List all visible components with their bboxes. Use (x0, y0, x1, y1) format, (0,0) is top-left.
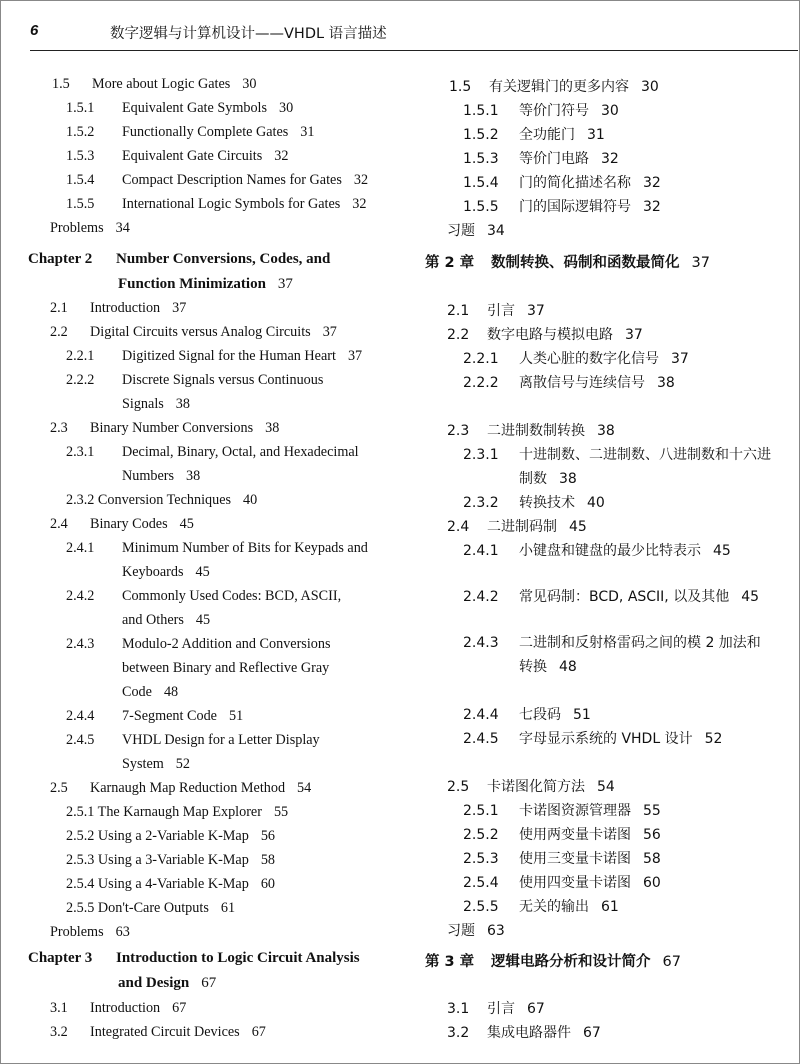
toc-entry-2-4-5-cont: System 52 (122, 756, 190, 772)
toc-entry-2-2-1: 2.2.1 Digitized Signal for the Human Heart 37 (66, 348, 363, 364)
toc-chapter-3-cont: and Design 67 (118, 975, 217, 991)
toc-entry-2-3: 2.3 Binary Number Conversions 38 (50, 420, 280, 436)
toc-cn-entry-2-4-3: 2.4.3 二进制和反射格雷码之间的模 2 加法和 (463, 635, 761, 651)
toc-cn-entry-2-4-4: 2.4.4 七段码 51 (463, 707, 591, 723)
toc-entry-2-4-4: 2.4.4 7-Segment Code 51 (66, 708, 244, 724)
toc-entry-3-2: 3.2 Integrated Circuit Devices 67 (50, 1024, 266, 1040)
toc-cn-entry-2-5: 2.5 卡诺图化简方法 54 (447, 779, 615, 795)
toc-entry-1-5-2: 1.5.2 Functionally Complete Gates 31 (66, 124, 315, 140)
toc-cn-entry-1-5-5: 1.5.5 门的国际逻辑符号 32 (463, 199, 661, 215)
toc-cn-entry-3-2: 3.2 集成电路器件 67 (447, 1025, 601, 1041)
toc-entry-2-4-2-cont: and Others 45 (122, 612, 211, 628)
toc-entry-1-5-1: 1.5.1 Equivalent Gate Symbols 30 (66, 100, 294, 116)
toc-cn-entry-2-5-3: 2.5.3 使用三变量卡诺图 58 (463, 851, 661, 867)
toc-entry-2-5-1: 2.5.1 The Karnaugh Map Explorer 55 (66, 804, 289, 820)
toc-entry-3-1: 3.1 Introduction 67 (50, 1000, 187, 1016)
toc-cn-entry-2-4-5: 2.4.5 字母显示系统的 VHDL 设计 52 (463, 731, 723, 747)
toc-entry-2-3-1: 2.3.1 Decimal, Binary, Octal, and Hexadecimal (66, 444, 359, 460)
toc-cn-entry-2-4-1: 2.4.1 小键盘和键盘的最少比特表示 45 (463, 543, 731, 559)
toc-chapter-2-cont: Function Minimization 37 (118, 276, 293, 292)
toc-cn-entry-problems-ch2: 习题 63 (447, 923, 505, 939)
toc-chapter-2: Chapter 2 Number Conversions, Codes, and (28, 251, 331, 267)
toc-entry-1-5-4: 1.5.4 Compact Description Names for Gates 32 (66, 172, 369, 188)
toc-entry-2-4-3-cont2: Code 48 (122, 684, 179, 700)
toc-cn-entry-2-4: 2.4 二进制码制 45 (447, 519, 587, 535)
toc-entry-2-3-2: 2.3.2 Conversion Techniques 40 (66, 492, 258, 508)
toc-cn-chapter-3: 第 3 章 逻辑电路分析和设计简介 67 (425, 954, 681, 970)
toc-cn-entry-1-5: 1.5 有关逻辑门的更多内容 30 (449, 79, 659, 95)
toc-entry-2-2-2: 2.2.2 Discrete Signals versus Continuous (66, 372, 324, 388)
page-number: 6 (30, 22, 39, 39)
toc-entry-2-1: 2.1 Introduction 37 (50, 300, 187, 316)
toc-entry-2-4-3-cont: between Binary and Reflective Gray (122, 660, 330, 676)
toc-cn-entry-2-5-2: 2.5.2 使用两变量卡诺图 56 (463, 827, 661, 843)
toc-cn-entry-2-3-1-cont: 制数 38 (519, 471, 577, 487)
toc-entry-2-5-3: 2.5.3 Using a 3-Variable K-Map 58 (66, 852, 276, 868)
toc-cn-entry-2-2-2: 2.2.2 离散信号与连续信号 38 (463, 375, 675, 391)
toc-cn-entry-2-3: 2.3 二进制数制转换 38 (447, 423, 615, 439)
book-title: 数字逻辑与计算机设计——VHDL 语言描述 (110, 26, 387, 42)
toc-entry-2-5-4: 2.5.4 Using a 4-Variable K-Map 60 (66, 876, 276, 892)
toc-entry-2-4: 2.4 Binary Codes 45 (50, 516, 194, 532)
toc-cn-entry-2-3-2: 2.3.2 转换技术 40 (463, 495, 605, 511)
toc-entry-2-3-1-cont: Numbers 38 (122, 468, 201, 484)
toc-entry-problems-ch1: Problems 34 (50, 220, 130, 236)
toc-entry-2-4-3: 2.4.3 Modulo-2 Addition and Conversions (66, 636, 331, 652)
toc-cn-entry-1-5-3: 1.5.3 等价门电路 32 (463, 151, 619, 167)
toc-entry-2-5-2: 2.5.2 Using a 2-Variable K-Map 56 (66, 828, 276, 844)
toc-cn-entry-2-4-3-cont: 转换 48 (519, 659, 577, 675)
toc-entry-2-5-5: 2.5.5 Don't-Care Outputs 61 (66, 900, 236, 916)
toc-cn-entry-problems-ch1: 习题 34 (447, 223, 505, 239)
toc-entry-1-5-3: 1.5.3 Equivalent Gate Circuits 32 (66, 148, 289, 164)
toc-cn-entry-2-5-4: 2.5.4 使用四变量卡诺图 60 (463, 875, 661, 891)
toc-cn-entry-2-5-1: 2.5.1 卡诺图资源管理器 55 (463, 803, 661, 819)
toc-cn-entry-2-1: 2.1 引言 37 (447, 303, 545, 319)
toc-chapter-3: Chapter 3 Introduction to Logic Circuit Analysis (28, 950, 360, 966)
toc-cn-entry-2-3-1: 2.3.1 十进制数、二进制数、八进制数和十六进 (463, 447, 771, 463)
toc-cn-entry-2-2: 2.2 数字电路与模拟电路 37 (447, 327, 643, 343)
toc-entry-1-5-5: 1.5.5 International Logic Symbols for Gates 32 (66, 196, 367, 212)
toc-cn-entry-1-5-1: 1.5.1 等价门符号 30 (463, 103, 619, 119)
toc-cn-chapter-2: 第 2 章 数制转换、码制和函数最简化 37 (425, 255, 710, 271)
toc-entry-2-4-5: 2.4.5 VHDL Design for a Letter Display (66, 732, 320, 748)
toc-entry-2-2: 2.2 Digital Circuits versus Analog Circuits 37 (50, 324, 337, 340)
toc-entry-2-4-2: 2.4.2 Commonly Used Codes: BCD, ASCII, (66, 588, 342, 604)
toc-cn-entry-1-5-2: 1.5.2 全功能门 31 (463, 127, 605, 143)
toc-entry-2-4-1: 2.4.1 Minimum Number of Bits for Keypads and (66, 540, 368, 556)
toc-entry-problems-ch2: Problems 63 (50, 924, 130, 940)
toc-cn-entry-2-2-1: 2.2.1 人类心脏的数字化信号 37 (463, 351, 689, 367)
toc-entry-2-4-1-cont: Keyboards 45 (122, 564, 210, 580)
header-rule (30, 50, 798, 51)
toc-entry-1-5: 1.5 More about Logic Gates 30 (52, 76, 257, 92)
toc-cn-entry-1-5-4: 1.5.4 门的简化描述名称 32 (463, 175, 661, 191)
toc-cn-entry-3-1: 3.1 引言 67 (447, 1001, 545, 1017)
toc-cn-entry-2-5-5: 2.5.5 无关的输出 61 (463, 899, 619, 915)
toc-entry-2-5: 2.5 Karnaugh Map Reduction Method 54 (50, 780, 312, 796)
toc-cn-entry-2-4-2: 2.4.2 常见码制：BCD, ASCII, 以及其他 45 (463, 589, 760, 605)
toc-entry-2-2-2-cont: Signals 38 (122, 396, 190, 412)
